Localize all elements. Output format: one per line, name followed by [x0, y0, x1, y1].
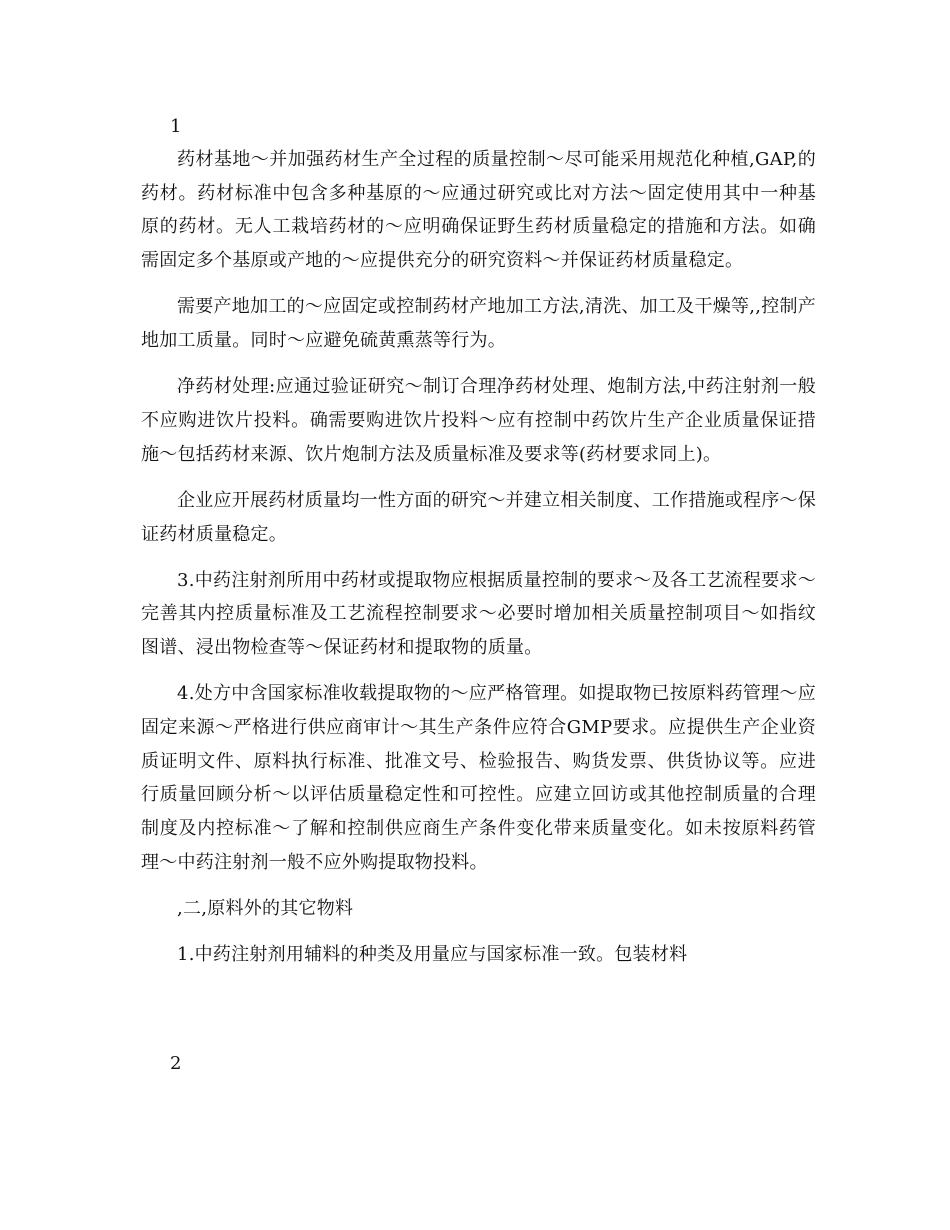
- page-number-top: 1: [170, 116, 182, 137]
- paragraph-excipients: 1.中药注射剂用辅料的种类及用量应与国家标准一致。包装材料: [177, 944, 688, 966]
- page-number-bottom: 2: [170, 1053, 182, 1074]
- paragraph-herb-base: 药材基地～并加强药材生产全过程的质量控制～尽可能采用规范化种植,GAP,的药材。药材标准中包含多种基原的～应通过研究或比对方法～固定使用其中一种基原的药材。无人工栽培药材的～应明确保证野生药材质量稳定的措施和方法。如确需固定多个基原或产地的～应提供充分的研究资料～并保证药材质量稳定。: [141, 149, 816, 272]
- paragraph-clean-herb-processing: 净药材处理:应通过验证研究～制订合理净药材处理、炮制方法,中药注射剂一般不应购进饮片投料。确需要购进饮片投料～应有控制中药饮片生产企业质量保证措施～包括药材来源、饮片炮制方法及质量标准及要求等(药材要求同上)。: [141, 376, 816, 465]
- paragraph-item-4: 4.处方中含国家标准收载提取物的～应严格管理。如提取物已按原料药管理～应固定来源～严格进行供应商审计～其生产条件应符合GMP要求。应提供生产企业资质证明文件、原料执行标准、批准文号、检验报告、购货发票、供货协议等。应进行质量回顾分析～以评估质量稳定性和可控性。应建立回访或其他控制质量的合理制度及内控标准～了解和控制供应商生产条件变化带来质量变化。如未按原料药管理～中药注射剂一般不应外购提取物投料。: [141, 683, 816, 873]
- paragraph-quality-uniformity: 企业应开展药材质量均一性方面的研究～并建立相关制度、工作措施或程序～保证药材质量稳定。: [141, 489, 816, 545]
- paragraph-origin-processing: 需要产地加工的～应固定或控制药材产地加工方法,清洗、加工及干燥等,,控制产地加工质量。同时～应避免硫黄熏蒸等行为。: [141, 296, 816, 352]
- document-body: [141, 143, 816, 984]
- paragraph-item-3: 3.中药注射剂所用中药材或提取物应根据质量控制的要求～及各工艺流程要求～完善其内控质量标准及工艺流程控制要求～必要时增加相关质量控制项目～如指纹图谱、浸出物检查等～保证药材和提取物的质量。: [141, 569, 816, 659]
- section-heading-other-materials: ,二,原料外的其它物料: [177, 898, 354, 920]
